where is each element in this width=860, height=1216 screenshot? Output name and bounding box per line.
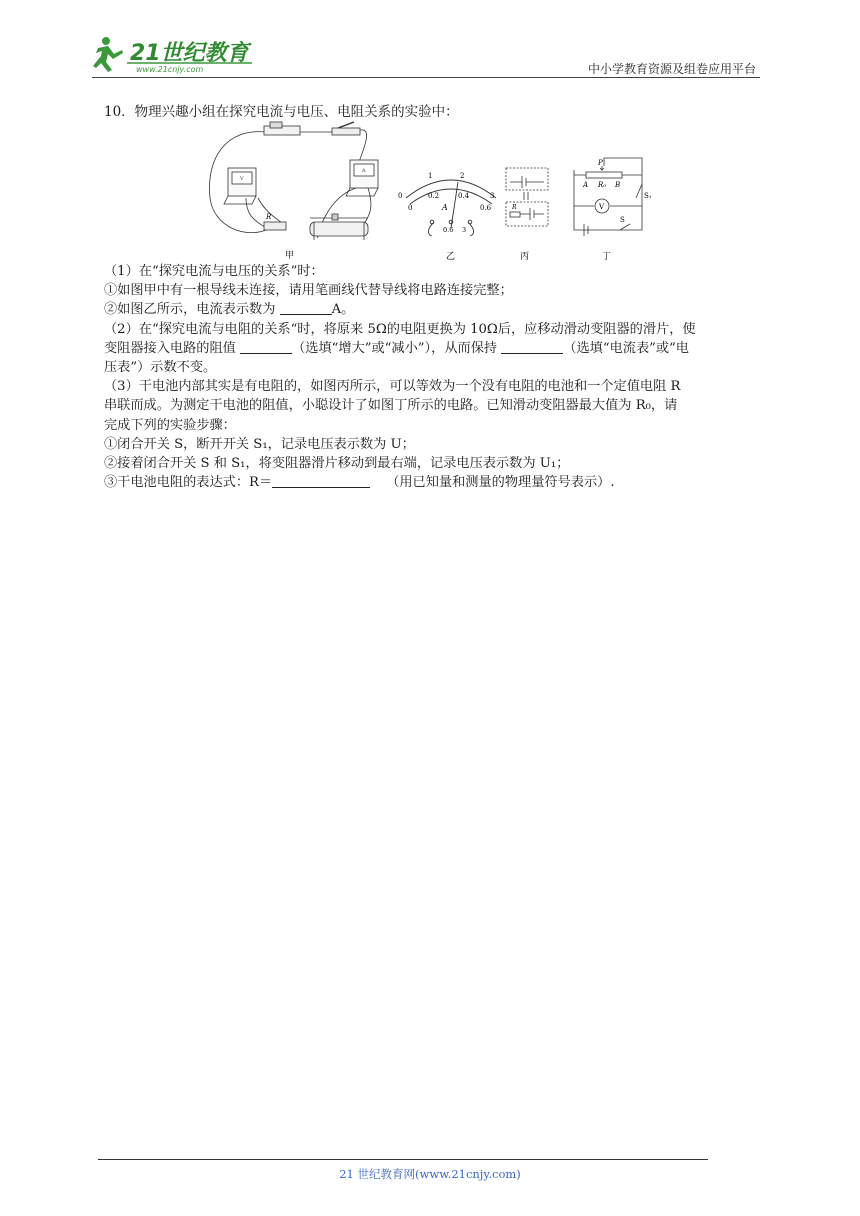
logo-url: www.21cnjy.com	[136, 65, 204, 74]
label-yi: 乙	[446, 252, 456, 262]
answer-blank-current	[280, 300, 332, 315]
step-2: ②接着闭合开关 S 和 S₁，将变阻器滑片移动到最右端，记录电压表示数为 U₁；	[104, 456, 570, 472]
part3-line1: （3）干电池内部其实是有电阻的，如图丙所示，可以等效为一个没有电阻的电池和一个定值电阻 R	[104, 379, 681, 395]
yi-unit: A	[442, 203, 448, 212]
jia-voltmeter-label: V	[240, 176, 244, 182]
yi-bottom-0: 0	[408, 204, 413, 212]
question-title: 10．物理兴趣小组在探究电流与电压、电阻关系的实验中：	[104, 104, 459, 120]
jia-resistor-label: R	[266, 213, 272, 221]
part3-line2: 串联而成。为测定干电池的阻值，小聪设计了如图丁所示的电路。已知滑动变阻器最大值为 R₀，请	[104, 398, 678, 414]
yi-bottom-1: 0.2	[428, 192, 440, 200]
ding-a-label: A	[583, 181, 589, 189]
yi-top-1: 1	[428, 172, 433, 180]
part1-intro: （1）在“探究电流与电压的关系”时：	[104, 264, 324, 279]
footer-divider	[98, 1159, 708, 1160]
ding-s-label: S	[620, 216, 625, 224]
yi-terminal-3: 3	[462, 226, 467, 234]
page-header	[92, 32, 760, 78]
part1-step-b: ②如图乙所示，电流表示数为 A。	[104, 302, 355, 318]
figure-bing	[506, 168, 548, 226]
part2-line2: 变阻器接入电路的阻值 （选填“增大”或“减小”），从而保持 （选填“电流表”或“电	[104, 340, 689, 356]
circuit-figure	[206, 118, 656, 266]
ding-p-label: P	[598, 159, 603, 167]
header-divider	[92, 77, 760, 78]
ding-b-label: B	[615, 181, 621, 189]
footer-text[interactable]: 21 世纪教育网(www.21cnjy.com)	[339, 1167, 521, 1181]
label-jia: 甲	[285, 251, 295, 261]
ding-r0-label: R₀	[598, 181, 607, 189]
ding-s1-label: S₁	[644, 192, 652, 200]
yi-bottom-3: 0.6	[480, 204, 492, 212]
question-body	[104, 262, 764, 492]
part2-line1: （2）在“探究电流与电阻的关系“时，将原来 5Ω的电阻更换为 10Ω后，应移动滑动变阻器的滑片，使	[104, 321, 696, 337]
label-ding: 丁	[602, 252, 612, 262]
part2-line3: 压表”）示数不变。	[104, 360, 217, 376]
part1-step-a: ①如图甲中有一根导线未连接，请用笔画线代替导线将电路连接完整；	[104, 283, 513, 299]
ding-voltmeter-label: V	[599, 203, 605, 211]
figure-jia	[209, 122, 378, 240]
step-1: ①闭合开关 S，断开开关 S₁，记录电压表示数为 U；	[104, 436, 415, 452]
bing-resistor-label: R	[512, 204, 517, 211]
logo-icon	[92, 32, 262, 76]
figure-ding	[574, 158, 642, 236]
label-bing: 丙	[520, 252, 530, 262]
answer-blank-meter	[501, 339, 563, 354]
yi-terminal-06: 0.6	[443, 226, 454, 234]
yi-bottom-2: 0.4	[458, 192, 470, 200]
logo-text: 21世纪教育	[130, 41, 249, 66]
platform-name: 中小学教育资源及组卷应用平台	[587, 62, 756, 76]
jia-ammeter-label: A	[362, 168, 366, 174]
yi-top-3: 3	[490, 192, 495, 200]
answer-blank-expression	[272, 473, 370, 488]
step-3: ③干电池电阻的表达式：R＝ （用已知量和测量的物理量符号表示）.	[104, 475, 615, 491]
answer-blank-resistance	[240, 339, 292, 354]
yi-top-2: 2	[460, 172, 465, 180]
yi-top-0: 0	[398, 192, 403, 200]
part3-line3: 完成下列的实验步骤：	[104, 417, 236, 433]
